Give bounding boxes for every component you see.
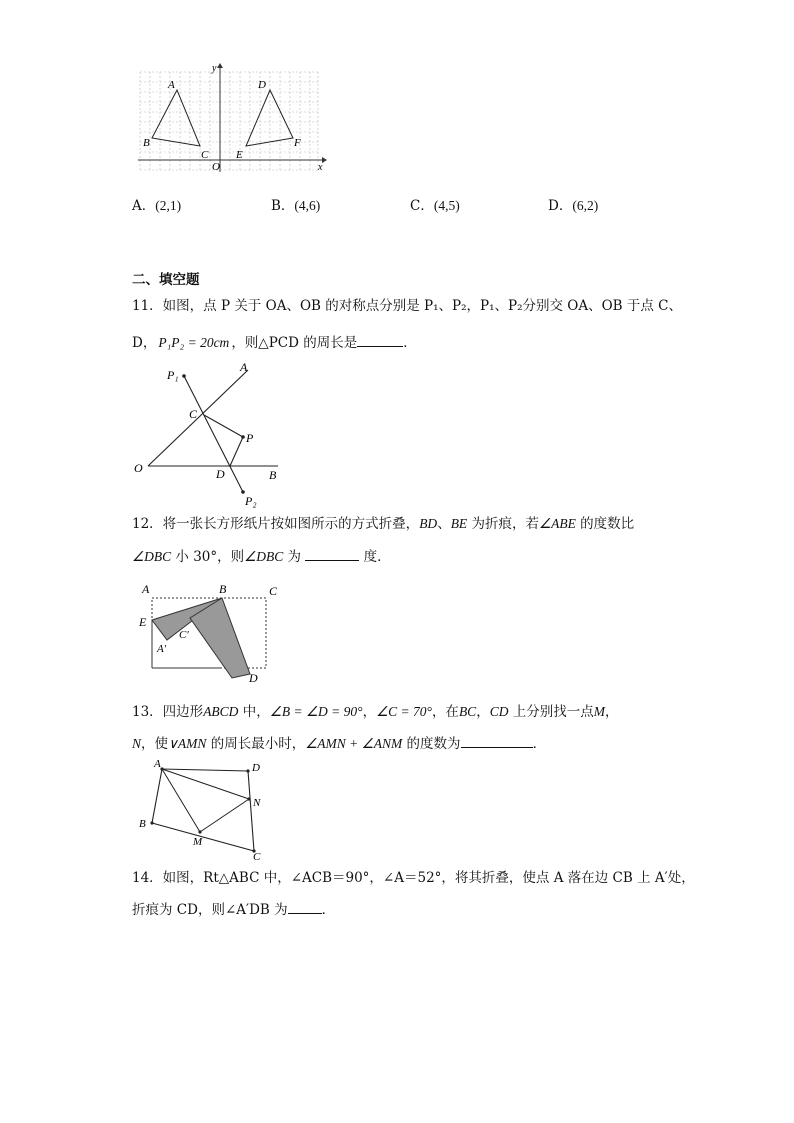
q13-line1 <box>132 703 619 721</box>
q13-math-angles-bd: ∠B = ∠D = 90° <box>269 704 363 719</box>
q12-text-a: 12．将一张长方形纸片按如图所示的方式折叠， <box>132 516 420 532</box>
point-d <box>246 769 249 772</box>
q13-t7: ， <box>605 704 619 720</box>
option-value: (6,2) <box>572 198 599 213</box>
label-P1: P₁ <box>167 368 179 382</box>
q12-math-abe: ∠ABE <box>538 516 576 531</box>
point-p1 <box>182 374 186 378</box>
q11-formula: P₁P₂ = 20cm <box>158 335 230 350</box>
label-C-prime: C′ <box>179 629 189 641</box>
q13-t11: ． <box>532 736 547 752</box>
label-C: C <box>201 149 209 161</box>
q13-figure <box>132 757 272 861</box>
label-A-prime: A′ <box>157 643 167 655</box>
label-P2: P₂ <box>245 494 257 508</box>
label-O: O <box>212 161 220 173</box>
point-b <box>150 821 153 824</box>
q13-t3: ， <box>362 704 377 720</box>
label-E: E <box>236 149 243 161</box>
q13-math-sum: ∠AMN + ∠ANM <box>305 736 403 751</box>
q12-line1 <box>132 515 634 533</box>
q11-answer-blank[interactable] <box>357 332 403 347</box>
label-B: B <box>219 582 227 596</box>
y-axis-arrow <box>217 63 223 68</box>
label-y: y <box>212 63 217 74</box>
option-key: C． <box>410 198 434 214</box>
q12-math-bd: BD <box>419 516 438 531</box>
q12-text-c: 、 <box>437 516 451 532</box>
option-value: (4,5) <box>433 198 460 213</box>
q12-math-dbc: ∠DBC <box>132 549 172 564</box>
label-N: N <box>253 797 261 809</box>
label-A: A <box>154 758 161 770</box>
label-B: B <box>139 818 146 830</box>
q11-line2-start: D， <box>132 335 157 351</box>
q13-answer-blank[interactable] <box>461 733 533 748</box>
label-x: x <box>318 162 323 173</box>
triangle-def <box>246 90 293 146</box>
segment-pd <box>230 437 243 466</box>
q13-t10: 的度数为 <box>402 736 461 752</box>
q10-option-d[interactable] <box>548 197 598 215</box>
point-p <box>241 435 245 439</box>
label-O: O <box>134 461 143 475</box>
q12-answer-blank[interactable] <box>305 546 359 561</box>
q12-figure <box>132 578 292 686</box>
q12-text-e: 为折痕，若 <box>467 516 539 532</box>
q12-text-g: 的度数比 <box>575 516 635 532</box>
option-value: (4,6) <box>294 198 321 213</box>
q10-option-b[interactable] <box>271 197 320 215</box>
option-key: D． <box>548 198 573 214</box>
label-F: F <box>294 137 301 149</box>
q13-t6: 上分别找一点 <box>508 704 594 720</box>
label-P: P <box>246 431 254 445</box>
option-key: A． <box>132 198 156 214</box>
q10-option-a[interactable] <box>132 197 181 215</box>
segment-p1p2 <box>184 376 243 492</box>
point-n <box>247 797 250 800</box>
q13-math-n: N <box>132 736 142 751</box>
q14-t1: 折痕为 CD，则∠A′DB 为 <box>132 902 288 918</box>
q11-line2-end: ． <box>403 335 417 351</box>
q12-math-dbc-2: ∠DBC <box>244 549 284 564</box>
point-m <box>198 830 201 833</box>
q13-math-bc: BC <box>458 704 477 719</box>
segment-an <box>162 769 249 799</box>
label-B: B <box>143 137 150 149</box>
label-A: A <box>142 582 150 596</box>
q11-line2-mid: ，则△PCD 的周长是 <box>231 335 358 351</box>
point-a <box>160 767 163 770</box>
label-A: A <box>168 79 175 91</box>
q12-text-e2: 度． <box>359 549 391 565</box>
q13-math-amn: ∨AMN <box>168 736 207 751</box>
q10-option-c[interactable] <box>410 197 460 215</box>
quadrilateral-abcd <box>152 769 254 851</box>
label-D: D <box>216 467 225 481</box>
label-D: D <box>252 762 260 774</box>
triangle-abc <box>152 90 200 146</box>
segment-mn <box>200 799 249 832</box>
q13-math-abcd: ABCD <box>203 704 239 719</box>
q13-t5: ， <box>476 704 490 720</box>
option-key: B． <box>271 198 295 214</box>
label-C: C <box>269 584 278 598</box>
option-value: (2,1) <box>155 198 182 213</box>
q12-text-d2: 为 <box>283 549 306 565</box>
q13-t2: 中， <box>238 704 270 720</box>
q13-t4: ，在 <box>431 704 459 720</box>
q14-line2 <box>132 899 335 919</box>
q13-t8: ，使 <box>141 736 169 752</box>
q13-math-m: M <box>593 704 606 719</box>
label-D: D <box>258 79 266 91</box>
label-D: D <box>249 671 258 685</box>
grid-lines <box>140 72 318 170</box>
q10-coordinate-figure <box>130 60 330 175</box>
q14-answer-blank[interactable] <box>288 899 322 914</box>
label-B: B <box>269 468 277 482</box>
q13-t1: 13．四边形 <box>132 704 204 720</box>
label-C: C <box>189 407 198 421</box>
ray-oa <box>148 370 248 466</box>
q12-math-be: BE <box>450 516 468 531</box>
q14-line1: 14．如图，Rt△ABC 中，∠ACB＝90°，∠A＝52°，将其折叠，使点 A 落在边 CB 上 A′处， <box>132 870 695 886</box>
x-axis-arrow <box>322 157 327 163</box>
section-heading: 二、填空题 <box>132 272 200 288</box>
q11-line2 <box>132 332 417 352</box>
segment-am <box>162 769 200 832</box>
q13-math-cd: CD <box>489 704 509 719</box>
label-C: C <box>253 851 261 861</box>
q14-t2: ． <box>321 902 336 918</box>
label-A: A <box>240 362 248 374</box>
q13-t9: 的周长最小时， <box>206 736 306 752</box>
q11-figure <box>130 362 290 510</box>
q13-math-angle-c: ∠C = 70° <box>376 704 432 719</box>
label-M: M <box>193 836 203 848</box>
q11-line1: 11．如图，点 P 关于 OA、OB 的对称点分别是 P₁、P₂，P₁、P₂分别交 OA、OB 于点 C、 <box>132 298 683 314</box>
q13-line2 <box>132 733 546 753</box>
q12-text-b2: 小 30°，则 <box>171 549 245 565</box>
label-E: E <box>139 615 147 629</box>
q12-line2 <box>132 546 391 566</box>
